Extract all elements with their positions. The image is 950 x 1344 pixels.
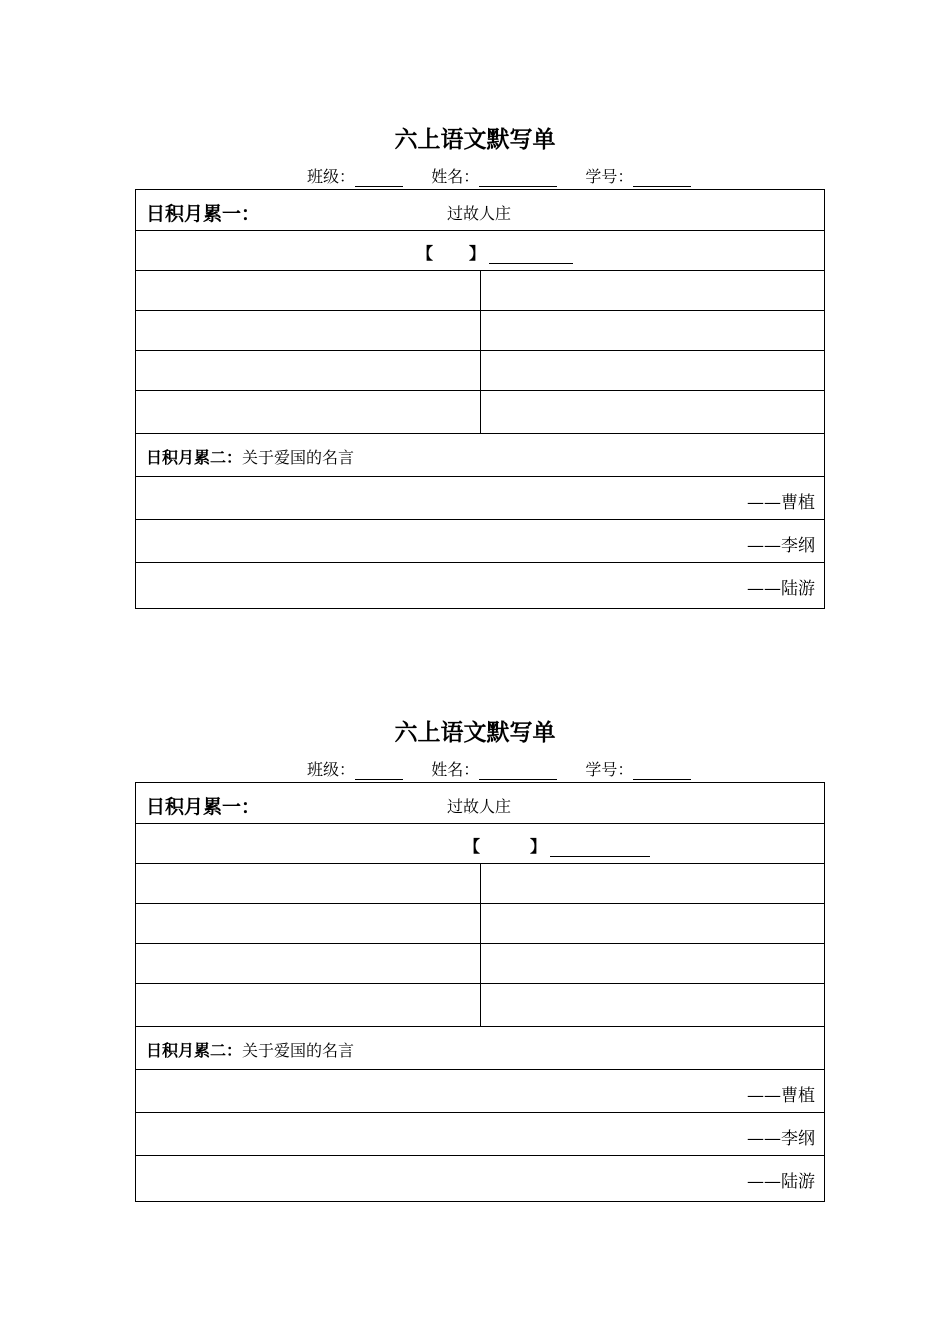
bracket-close: 】 <box>530 837 547 856</box>
poem-line-row <box>136 351 824 391</box>
quote-row[interactable] <box>136 563 824 608</box>
dictation-sheet-2 <box>0 715 950 1192</box>
author-blank[interactable] <box>550 838 650 857</box>
section2-heading <box>146 445 354 468</box>
poem-line-cell[interactable] <box>136 391 480 433</box>
name-label: 姓名： <box>431 760 480 779</box>
quote-author: ——李纲 <box>747 536 815 556</box>
poem-line-row <box>136 984 824 1027</box>
number-label: 学号： <box>585 760 634 779</box>
sheet-title: 六上语文默写单 <box>394 127 556 153</box>
quote-author: ——陆游 <box>747 579 815 599</box>
sheet-title: 六上语文默写单 <box>394 720 556 746</box>
quote-author: ——李纲 <box>747 1129 815 1149</box>
section1-label: 日积月累一： <box>146 796 261 818</box>
poem-line-cell[interactable] <box>480 904 825 943</box>
name-blank[interactable] <box>479 168 557 187</box>
section2-label: 日积月累二： <box>146 448 243 467</box>
name-label: 姓名： <box>431 167 480 186</box>
quote-row[interactable] <box>136 1156 824 1201</box>
poem-line-cell[interactable] <box>136 271 480 310</box>
dictation-table <box>135 782 825 1202</box>
author-blank[interactable] <box>489 245 573 264</box>
quote-row[interactable] <box>136 1070 824 1113</box>
dynasty-author-field <box>464 834 650 857</box>
poem-line-row <box>136 944 824 984</box>
poem-title: 过故人庄 <box>447 797 512 816</box>
quote-row[interactable] <box>136 520 824 563</box>
section2-heading <box>146 1038 354 1061</box>
dictation-sheet-1 <box>0 122 950 599</box>
bracket-open: 【 <box>464 837 481 856</box>
student-info-line <box>307 757 691 781</box>
bracket-open: 【 <box>417 244 434 263</box>
section2-topic: 关于爱国的名言 <box>242 1041 355 1060</box>
poem-line-cell[interactable] <box>480 271 825 310</box>
quote-author: ——曹植 <box>747 1086 815 1106</box>
quote-author: ——陆游 <box>747 1172 815 1192</box>
poem-line-cell[interactable] <box>136 904 480 943</box>
poem-author-row <box>136 824 824 864</box>
quote-row[interactable] <box>136 477 824 520</box>
number-label: 学号： <box>585 167 634 186</box>
poem-line-cell[interactable] <box>136 864 480 903</box>
poem-line-row <box>136 391 824 434</box>
poem-line-cell[interactable] <box>480 944 825 983</box>
poem-line-row <box>136 864 824 904</box>
number-blank[interactable] <box>633 761 691 780</box>
poem-line-cell[interactable] <box>480 984 825 1026</box>
poem-line-cell[interactable] <box>480 864 825 903</box>
poem-title: 过故人庄 <box>447 204 512 223</box>
poem-line-row <box>136 271 824 311</box>
poem-line-cell[interactable] <box>136 351 480 390</box>
dictation-table <box>135 189 825 609</box>
class-label: 班级： <box>307 167 356 186</box>
quote-author: ——曹植 <box>747 493 815 513</box>
number-blank[interactable] <box>633 168 691 187</box>
bracket-close: 】 <box>469 244 486 263</box>
section2-header-row <box>136 434 824 477</box>
section1-label: 日积月累一： <box>146 203 261 225</box>
section2-topic: 关于爱国的名言 <box>242 448 355 467</box>
section2-header-row <box>136 1027 824 1070</box>
poem-line-cell[interactable] <box>480 391 825 433</box>
poem-line-row <box>136 311 824 351</box>
name-blank[interactable] <box>479 761 557 780</box>
quote-row[interactable] <box>136 1113 824 1156</box>
poem-line-row <box>136 904 824 944</box>
poem-author-row <box>136 231 824 271</box>
dynasty-author-field <box>417 241 573 264</box>
section1-header-row <box>136 190 824 231</box>
poem-line-cell[interactable] <box>480 311 825 350</box>
class-blank[interactable] <box>355 168 403 187</box>
section2-label: 日积月累二： <box>146 1041 243 1060</box>
poem-line-cell[interactable] <box>480 351 825 390</box>
section1-header-row <box>136 783 824 824</box>
poem-line-cell[interactable] <box>136 944 480 983</box>
student-info-line <box>307 164 691 188</box>
class-label: 班级： <box>307 760 356 779</box>
class-blank[interactable] <box>355 761 403 780</box>
poem-line-cell[interactable] <box>136 984 480 1026</box>
poem-line-cell[interactable] <box>136 311 480 350</box>
